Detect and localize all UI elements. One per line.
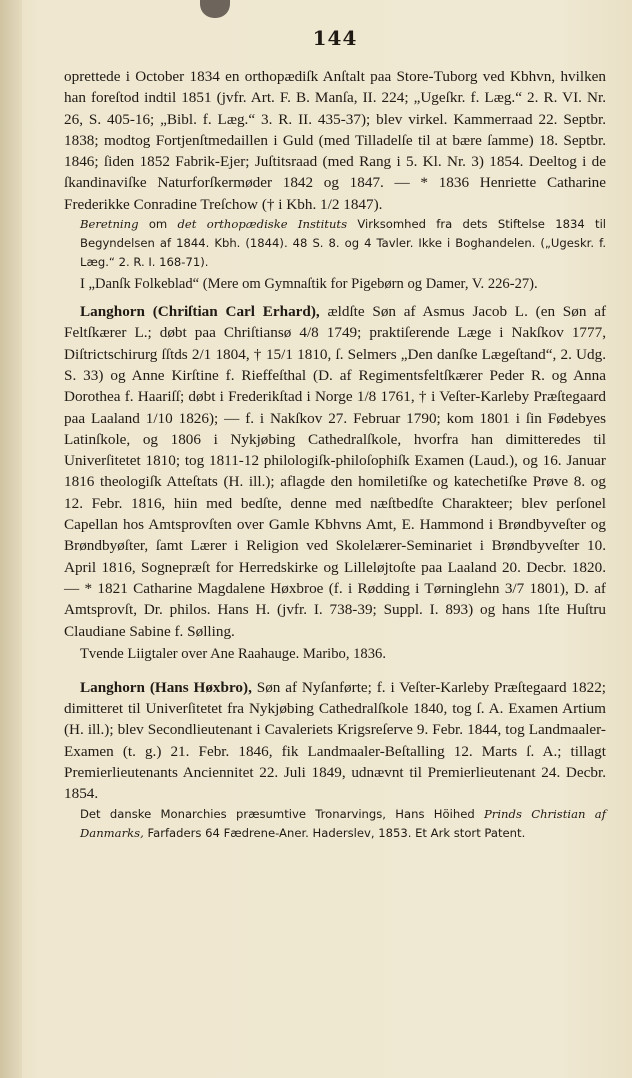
note-middle: om	[148, 217, 168, 232]
biography-entry-hans	[64, 677, 606, 805]
note-part-b: Farfaders 64 Fædrene-Aner. Haderslev, 1853. Et Ark stort Patent.	[147, 825, 526, 840]
bibliography-note	[64, 215, 606, 272]
entry-name: Langhorn (Chriſtian Carl Erhard),	[80, 303, 320, 321]
reference-line: Tvende Liigtaler over Ane Raahauge. Maribo, 1836.	[80, 645, 386, 662]
page-binding-edge	[0, 0, 22, 1078]
biography-entry-christian	[64, 301, 606, 642]
page-top-shadow	[200, 0, 230, 18]
note-title: Prinds Christian af Danmarks,	[80, 806, 606, 840]
note-title: Beretning	[80, 217, 139, 232]
continued-entry-text: oprettede i October 1834 en orthopædiſk Anſtalt paa Store-Tuborg ved Kbhvn, hvilken han foreſtod indtil 1851 (jvfr. Art. F. B. Manſa, II. 224; „Ugeſkr. f. Læg.“ 2. R. VI. Nr. 26, S. 405-16; „Bibl. f. Læg.“ 3. R. II. 435-37); blev virkel. Kammerraad 22. Septbr. 1838; modtog Fortjenſtmedaillen i Guld (med Tilladelſe til at bære ſamme) 18. Septbr. 1846; ſiden 1852 Fabrik-Ejer; Juſtitsraad (med Rang i 5. Kl. Nr. 3) 1854. Deeltog i de ſkandinaviſke Naturforſkermøder 1842 og 1847. — * 1836 Henriette Catharine Frederikke Conradine Treſchow († i Kbh. 1/2 1847).	[64, 68, 606, 213]
note-part-a: Det danske Monarchies præsumtive Tronarvings, Hans Höihed	[80, 806, 475, 821]
entry-body: Søn af Nyſanførte; f. i Veſter-Karleby Præſtegaard 1822; dimitteret til Univerſitetet fra Nykjøbing Cathedralſkole 1840, tog ſ. A. Examen Artium (H. ill.); blev Secondlieutenant i Cavaleriets Krigsreſerve 9. Febr. 1844, tog Landmaaler-Examen (t. g.) 21. Febr. 1846, fik Landmaaler-Beſtalling 12. Marts ſ. A.; tillagt Premierlieutenants Anciennitet 22. Juli 1849, udnævnt til Premierlieutenant 24. Decbr. 1854.	[64, 678, 607, 803]
bibliography-note	[64, 805, 606, 843]
spacer	[64, 665, 606, 671]
reference-line: I „Danſk Folkeblad“ (Mere om Gymnaſtik for Pigebørn og Damer, V. 226-27).	[80, 276, 538, 293]
page-number: 144	[312, 26, 358, 50]
entry-name: Langhorn (Hans Høxbro),	[80, 678, 252, 696]
note-rest: Virksomhed fra dets Stiftelse 1834 til Begyndelsen af 1844. Kbh. (1844). 48 S. 8. og 4 Tavler. Ikke i Boghandelen. („Ugeskr. f. Læg.“ 2. R. I. 168-71).	[80, 217, 607, 270]
note-title-rest: det orthopædiske Instituts	[177, 217, 348, 232]
entry-body: ældſte Søn af Asmus Jacob L. (en Søn af Feltſkærer L.; døbt paa Chriſtiansø 4/8 1749; praktiſerende Læge i Nakſkov 1777, Diſtrictschirurg ſſtds 2/1 1804, † 15/1 1810, ſ. Selmers „Den danſke Lægeſtand“, 2. Udg. S. 33) og Anne Kirſtine f. Rieffeſthal (D. af Regimentsfeltſkærer Peder R. og Anna Dorothea f. Haariſſ; døbt i Frederikſtad i Norge 1/8 1761, † i Veſter-Karleby Præſtegaard paa Laaland 1/10 1826); — f. i Nakſkov 27. Februar 1790; kom 1801 i ſin Fødebyes Latinſkole, og 1806 i Nykjøbing Cathedralſkole, hvorfra han dimitteredes til Univerſitetet 1810; tog 1811-12 philologiſk-philoſophiſk Examen (Laud.), og 16. Januar 1816 theologiſk Atteſtats (H. ill.); aflagde den homiletiſke og katechetiſke Prøve 8. og 12. Febr. 1816, hiin med bedſte, denne med næſtbedſte Charakteer; blev perſonel Capellan hos Amtsprovſten over Gamle Kbhvns Amt, E. Hammond i Brøndbyveſter og Brøndbyøſter, ſamt Lærer i Religion ved Skolelærer-Seminariet i Brøndbyveſter 10. April 1816, Sognepræſt for Herredskirke og Lilleløjtoſte paa Laaland 20. Decbr. 1820. — * 1821 Catharine Magdalene Høxbroe (f. i Rødding i Tørninglehn 3/7 1801), D. af Amtsprovſt, Dr. philos. Hans H. (jvfr. I. 738-39; Suppl. I. 893) og hans 1ſte Huſtru Claudiane Sabine f. Sølling.	[64, 303, 606, 640]
